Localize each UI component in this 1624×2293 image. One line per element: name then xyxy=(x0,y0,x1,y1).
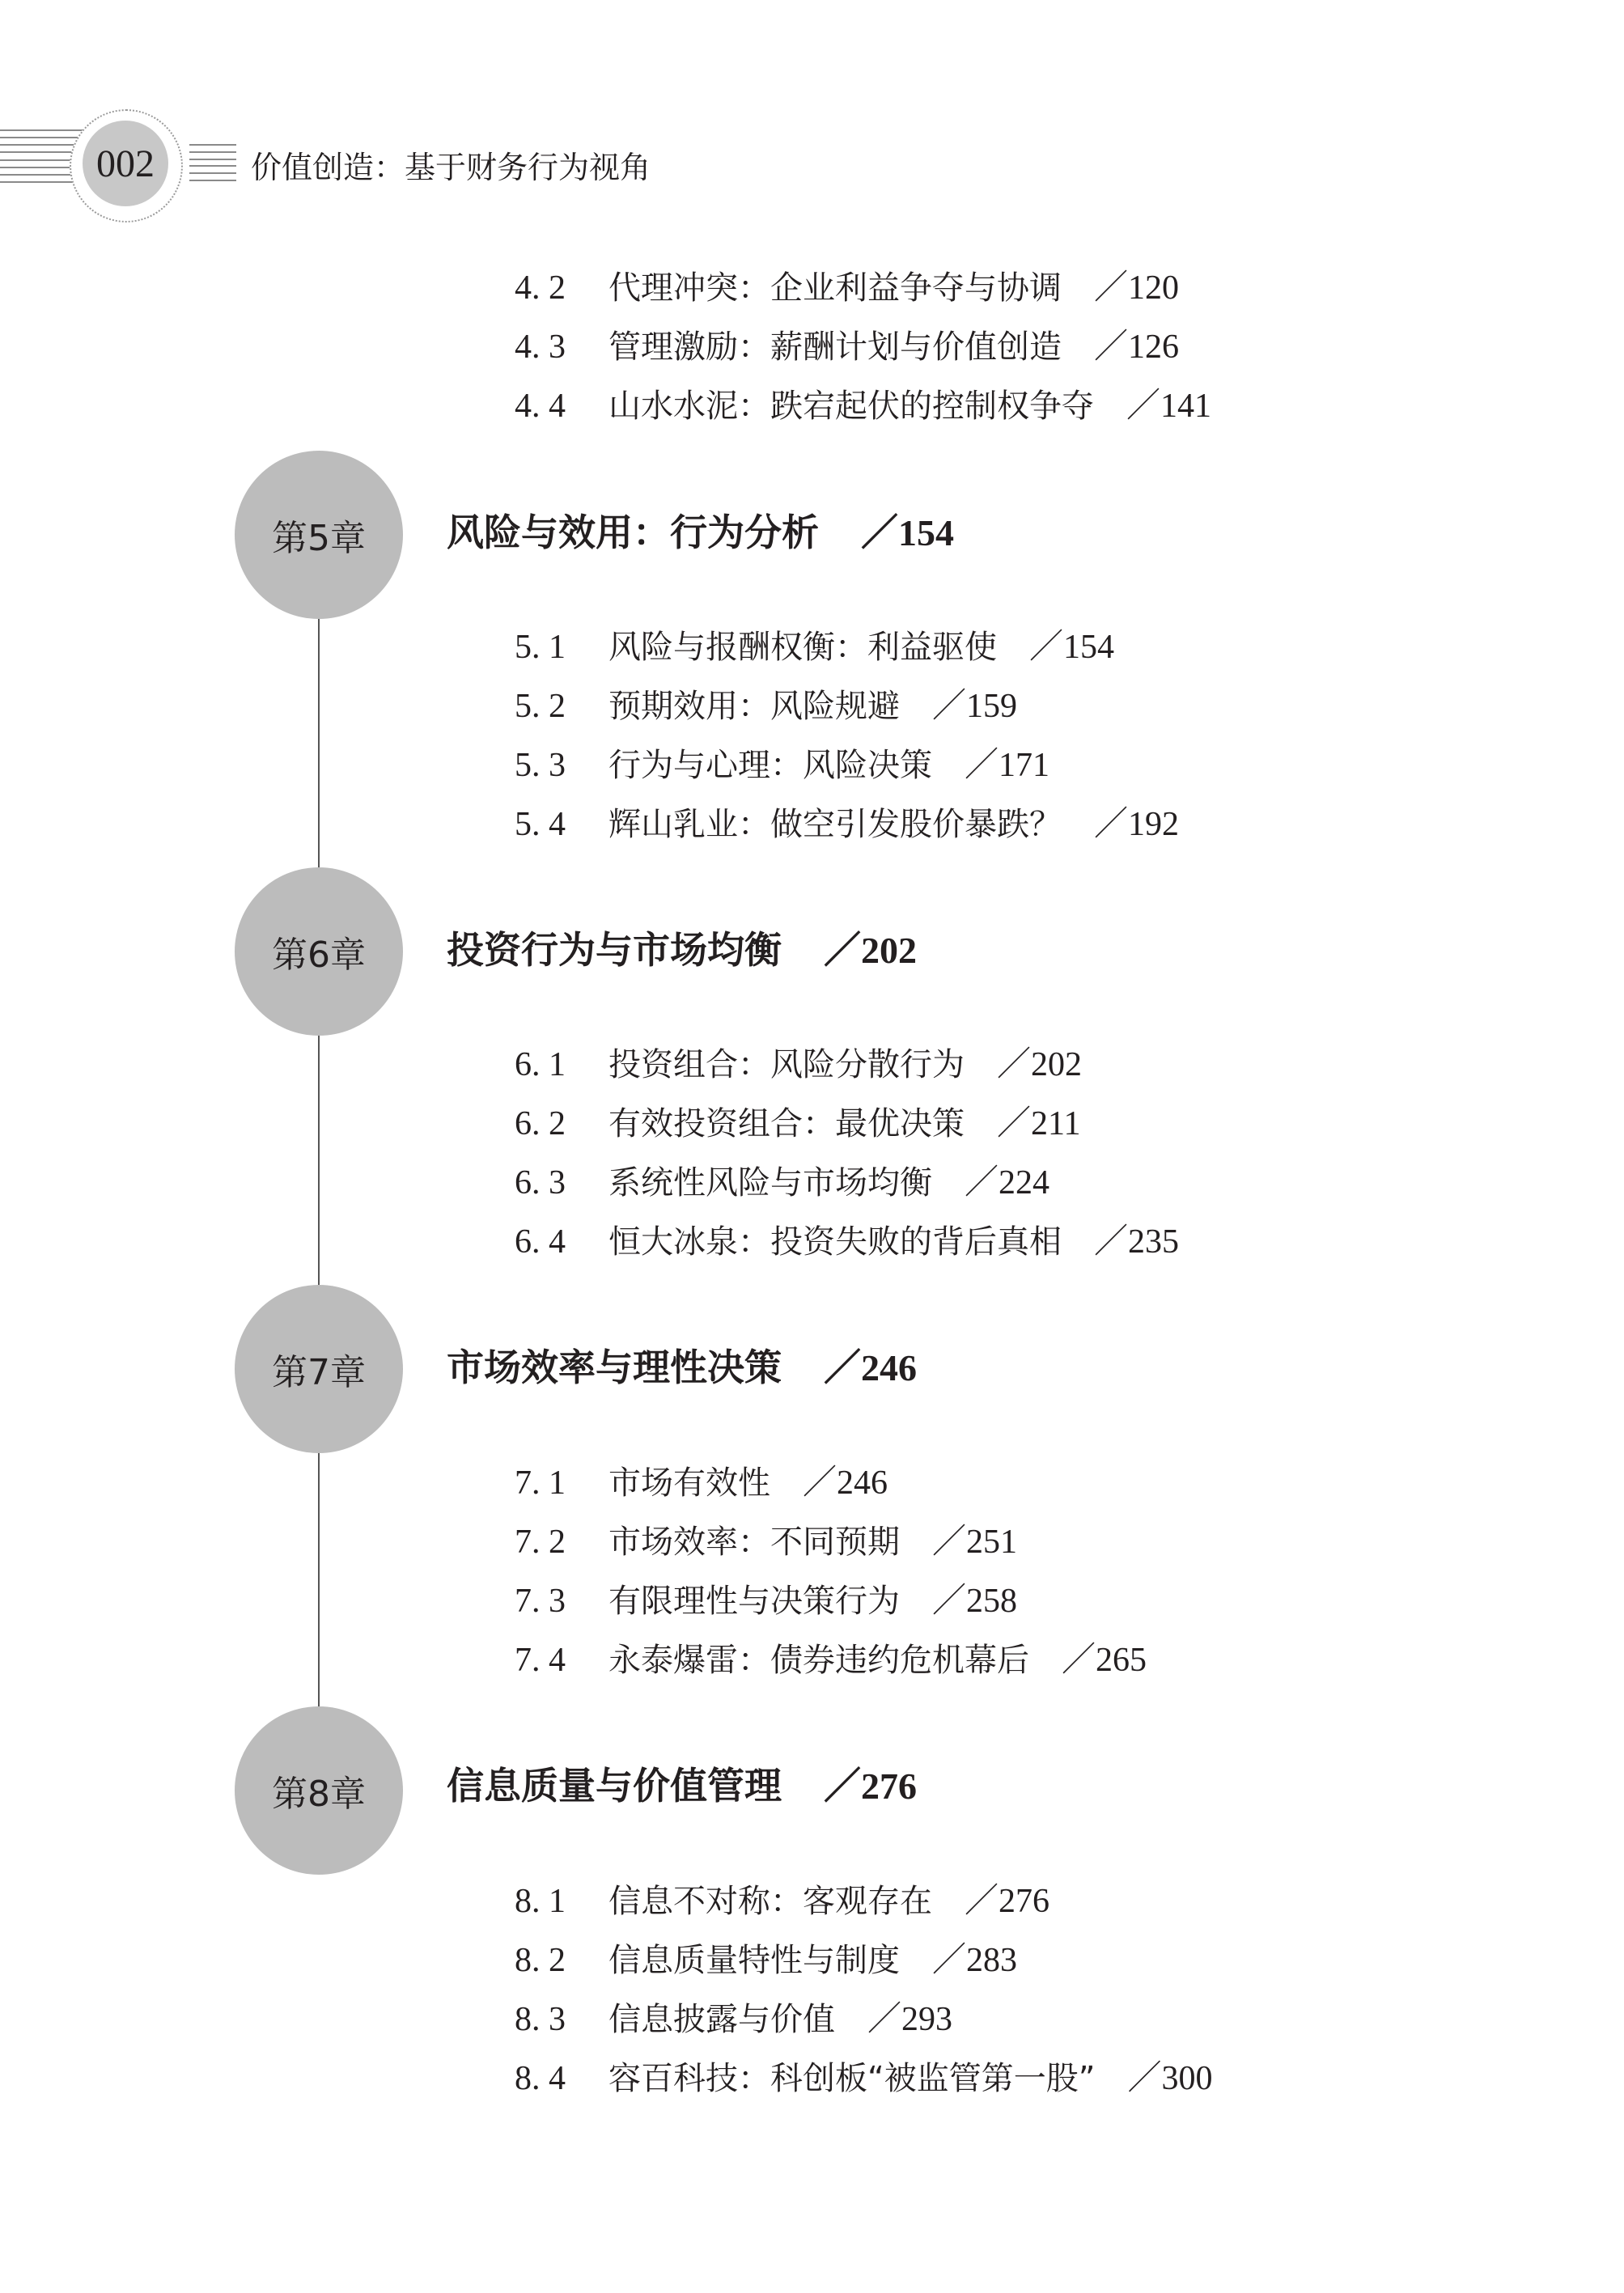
toc-entry-6-3[interactable] xyxy=(515,1160,1049,1206)
chapter-7-title[interactable] xyxy=(447,1338,917,1392)
header-rule-right xyxy=(189,144,236,181)
timeline-connector xyxy=(318,615,320,867)
chapter-5-badge xyxy=(235,451,403,619)
entry-number: 8. 1 xyxy=(515,1883,566,1920)
entry-title: 市场有效性 xyxy=(608,1464,770,1502)
chapter-page: ／246 xyxy=(824,1347,917,1388)
entry-page: ／300 xyxy=(1127,2060,1213,2097)
timeline-connector xyxy=(318,1034,320,1285)
entry-title: 投资组合：风险分散行为 xyxy=(608,1046,965,1083)
chapter-title-text: 信息质量与价值管理 xyxy=(447,1764,782,1808)
entry-title: 山水水泥：跌宕起伏的控制权争夺 xyxy=(608,388,1094,425)
entry-title: 有效投资组合：最优决策 xyxy=(608,1105,965,1142)
chapter-badge-label: 第6章 xyxy=(272,935,366,976)
entry-title: 预期效用：风险规避 xyxy=(608,688,900,725)
toc-entry-5-1[interactable] xyxy=(515,625,1114,670)
entry-title: 市场效率：不同预期 xyxy=(608,1524,900,1561)
entry-page: ／202 xyxy=(997,1046,1083,1083)
entry-title: 风险与报酬权衡：利益驱使 xyxy=(608,629,997,666)
entry-title: 行为与心理：风险决策 xyxy=(608,747,932,784)
chapter-8-badge xyxy=(235,1706,403,1875)
entry-number: 8. 2 xyxy=(515,1942,566,1979)
chapter-5-title[interactable] xyxy=(447,503,954,557)
entry-number: 5. 3 xyxy=(515,747,566,784)
entry-number: 6. 3 xyxy=(515,1164,566,1202)
entry-number: 7. 2 xyxy=(515,1524,566,1561)
chapter-title-text: 风险与效用：行为分析 xyxy=(447,511,819,554)
entry-title: 辉山乳业：做空引发股价暴跌？ xyxy=(608,806,1062,843)
entry-number: 5. 4 xyxy=(515,806,566,843)
entry-page: ／258 xyxy=(932,1583,1018,1620)
entry-title: 恒大冰泉：投资失败的背后真相 xyxy=(608,1223,1062,1261)
entry-page: ／265 xyxy=(1062,1642,1147,1679)
entry-number: 4. 4 xyxy=(515,388,566,425)
page-number-badge xyxy=(70,109,183,223)
entry-title: 有限理性与决策行为 xyxy=(608,1583,900,1620)
entry-page: ／192 xyxy=(1094,806,1180,843)
toc-entry-7-4[interactable] xyxy=(515,1638,1147,1683)
entry-title: 信息披露与价值 xyxy=(608,2001,835,2038)
entry-page: ／126 xyxy=(1094,328,1180,366)
toc-entry-5-4[interactable] xyxy=(515,802,1179,847)
entry-page: ／171 xyxy=(965,747,1050,784)
entry-number: 8. 4 xyxy=(515,2060,566,2097)
toc-entry-6-2[interactable] xyxy=(515,1101,1080,1146)
entry-page: ／224 xyxy=(965,1164,1050,1202)
chapter-6-badge xyxy=(235,867,403,1036)
chapter-6-title[interactable] xyxy=(447,921,917,974)
entry-number: 4. 2 xyxy=(515,269,566,307)
entry-number: 6. 1 xyxy=(515,1046,566,1083)
entry-number: 7. 1 xyxy=(515,1464,566,1502)
entry-number: 6. 2 xyxy=(515,1105,566,1142)
toc-entry-8-1[interactable] xyxy=(515,1879,1049,1924)
toc-entry-8-4[interactable] xyxy=(515,2056,1212,2101)
toc-entry-6-1[interactable] xyxy=(515,1042,1082,1087)
entry-number: 4. 3 xyxy=(515,328,566,366)
entry-page: ／159 xyxy=(932,688,1018,725)
running-title: 价值创造：基于财务行为视角 xyxy=(251,150,651,185)
entry-number: 5. 1 xyxy=(515,629,566,666)
chapter-8-title[interactable] xyxy=(447,1757,917,1810)
entry-page: ／211 xyxy=(997,1105,1081,1142)
entry-number: 7. 4 xyxy=(515,1642,566,1679)
chapter-page: ／276 xyxy=(824,1765,917,1807)
entry-page: ／293 xyxy=(867,2001,953,2038)
toc-entry-5-2[interactable] xyxy=(515,684,1017,729)
chapter-badge-label: 第7章 xyxy=(272,1352,366,1393)
toc-entry-8-3[interactable] xyxy=(515,1997,952,2042)
entry-page: ／251 xyxy=(932,1524,1018,1561)
toc-entry-6-4[interactable] xyxy=(515,1219,1179,1265)
chapter-badge-label: 第5章 xyxy=(272,518,366,559)
timeline-connector xyxy=(318,1452,320,1707)
toc-entry-7-2[interactable] xyxy=(515,1519,1017,1565)
entry-page: ／276 xyxy=(965,1883,1050,1920)
entry-title: 永泰爆雷：债券违约危机幕后 xyxy=(608,1642,1029,1679)
entry-title: 信息不对称：客观存在 xyxy=(608,1883,932,1920)
entry-page: ／141 xyxy=(1126,388,1212,425)
toc-entry-4-2[interactable] xyxy=(515,265,1179,311)
toc-entry-7-1[interactable] xyxy=(515,1460,888,1506)
entry-page: ／246 xyxy=(803,1464,888,1502)
entry-number: 6. 4 xyxy=(515,1223,566,1261)
chapter-page: ／154 xyxy=(861,512,954,553)
entry-title: 系统性风险与市场均衡 xyxy=(608,1164,932,1202)
page-number: 002 xyxy=(96,142,155,185)
entry-title: 代理冲突：企业利益争夺与协调 xyxy=(608,269,1062,307)
toc-entry-8-2[interactable] xyxy=(515,1938,1017,1983)
toc-entry-4-4[interactable] xyxy=(515,384,1211,429)
entry-page: ／235 xyxy=(1094,1223,1180,1261)
chapter-page: ／202 xyxy=(824,930,917,971)
entry-title: 管理激励：薪酬计划与价值创造 xyxy=(608,328,1062,366)
entry-number: 7. 3 xyxy=(515,1583,566,1620)
entry-page: ／283 xyxy=(932,1942,1018,1979)
entry-page: ／154 xyxy=(1029,629,1115,666)
chapter-title-text: 投资行为与市场均衡 xyxy=(447,928,782,972)
entry-number: 8. 3 xyxy=(515,2001,566,2038)
entry-title: 容百科技：科创板“被监管第一股” xyxy=(608,2060,1096,2097)
entry-title: 信息质量特性与制度 xyxy=(608,1942,900,1979)
chapter-7-badge xyxy=(235,1285,403,1453)
toc-entry-4-3[interactable] xyxy=(515,324,1179,370)
entry-number: 5. 2 xyxy=(515,688,566,725)
toc-entry-5-3[interactable] xyxy=(515,743,1049,788)
chapter-title-text: 市场效率与理性决策 xyxy=(447,1346,782,1389)
entry-page: ／120 xyxy=(1094,269,1180,307)
toc-entry-7-3[interactable] xyxy=(515,1579,1017,1624)
chapter-badge-label: 第8章 xyxy=(272,1774,366,1815)
